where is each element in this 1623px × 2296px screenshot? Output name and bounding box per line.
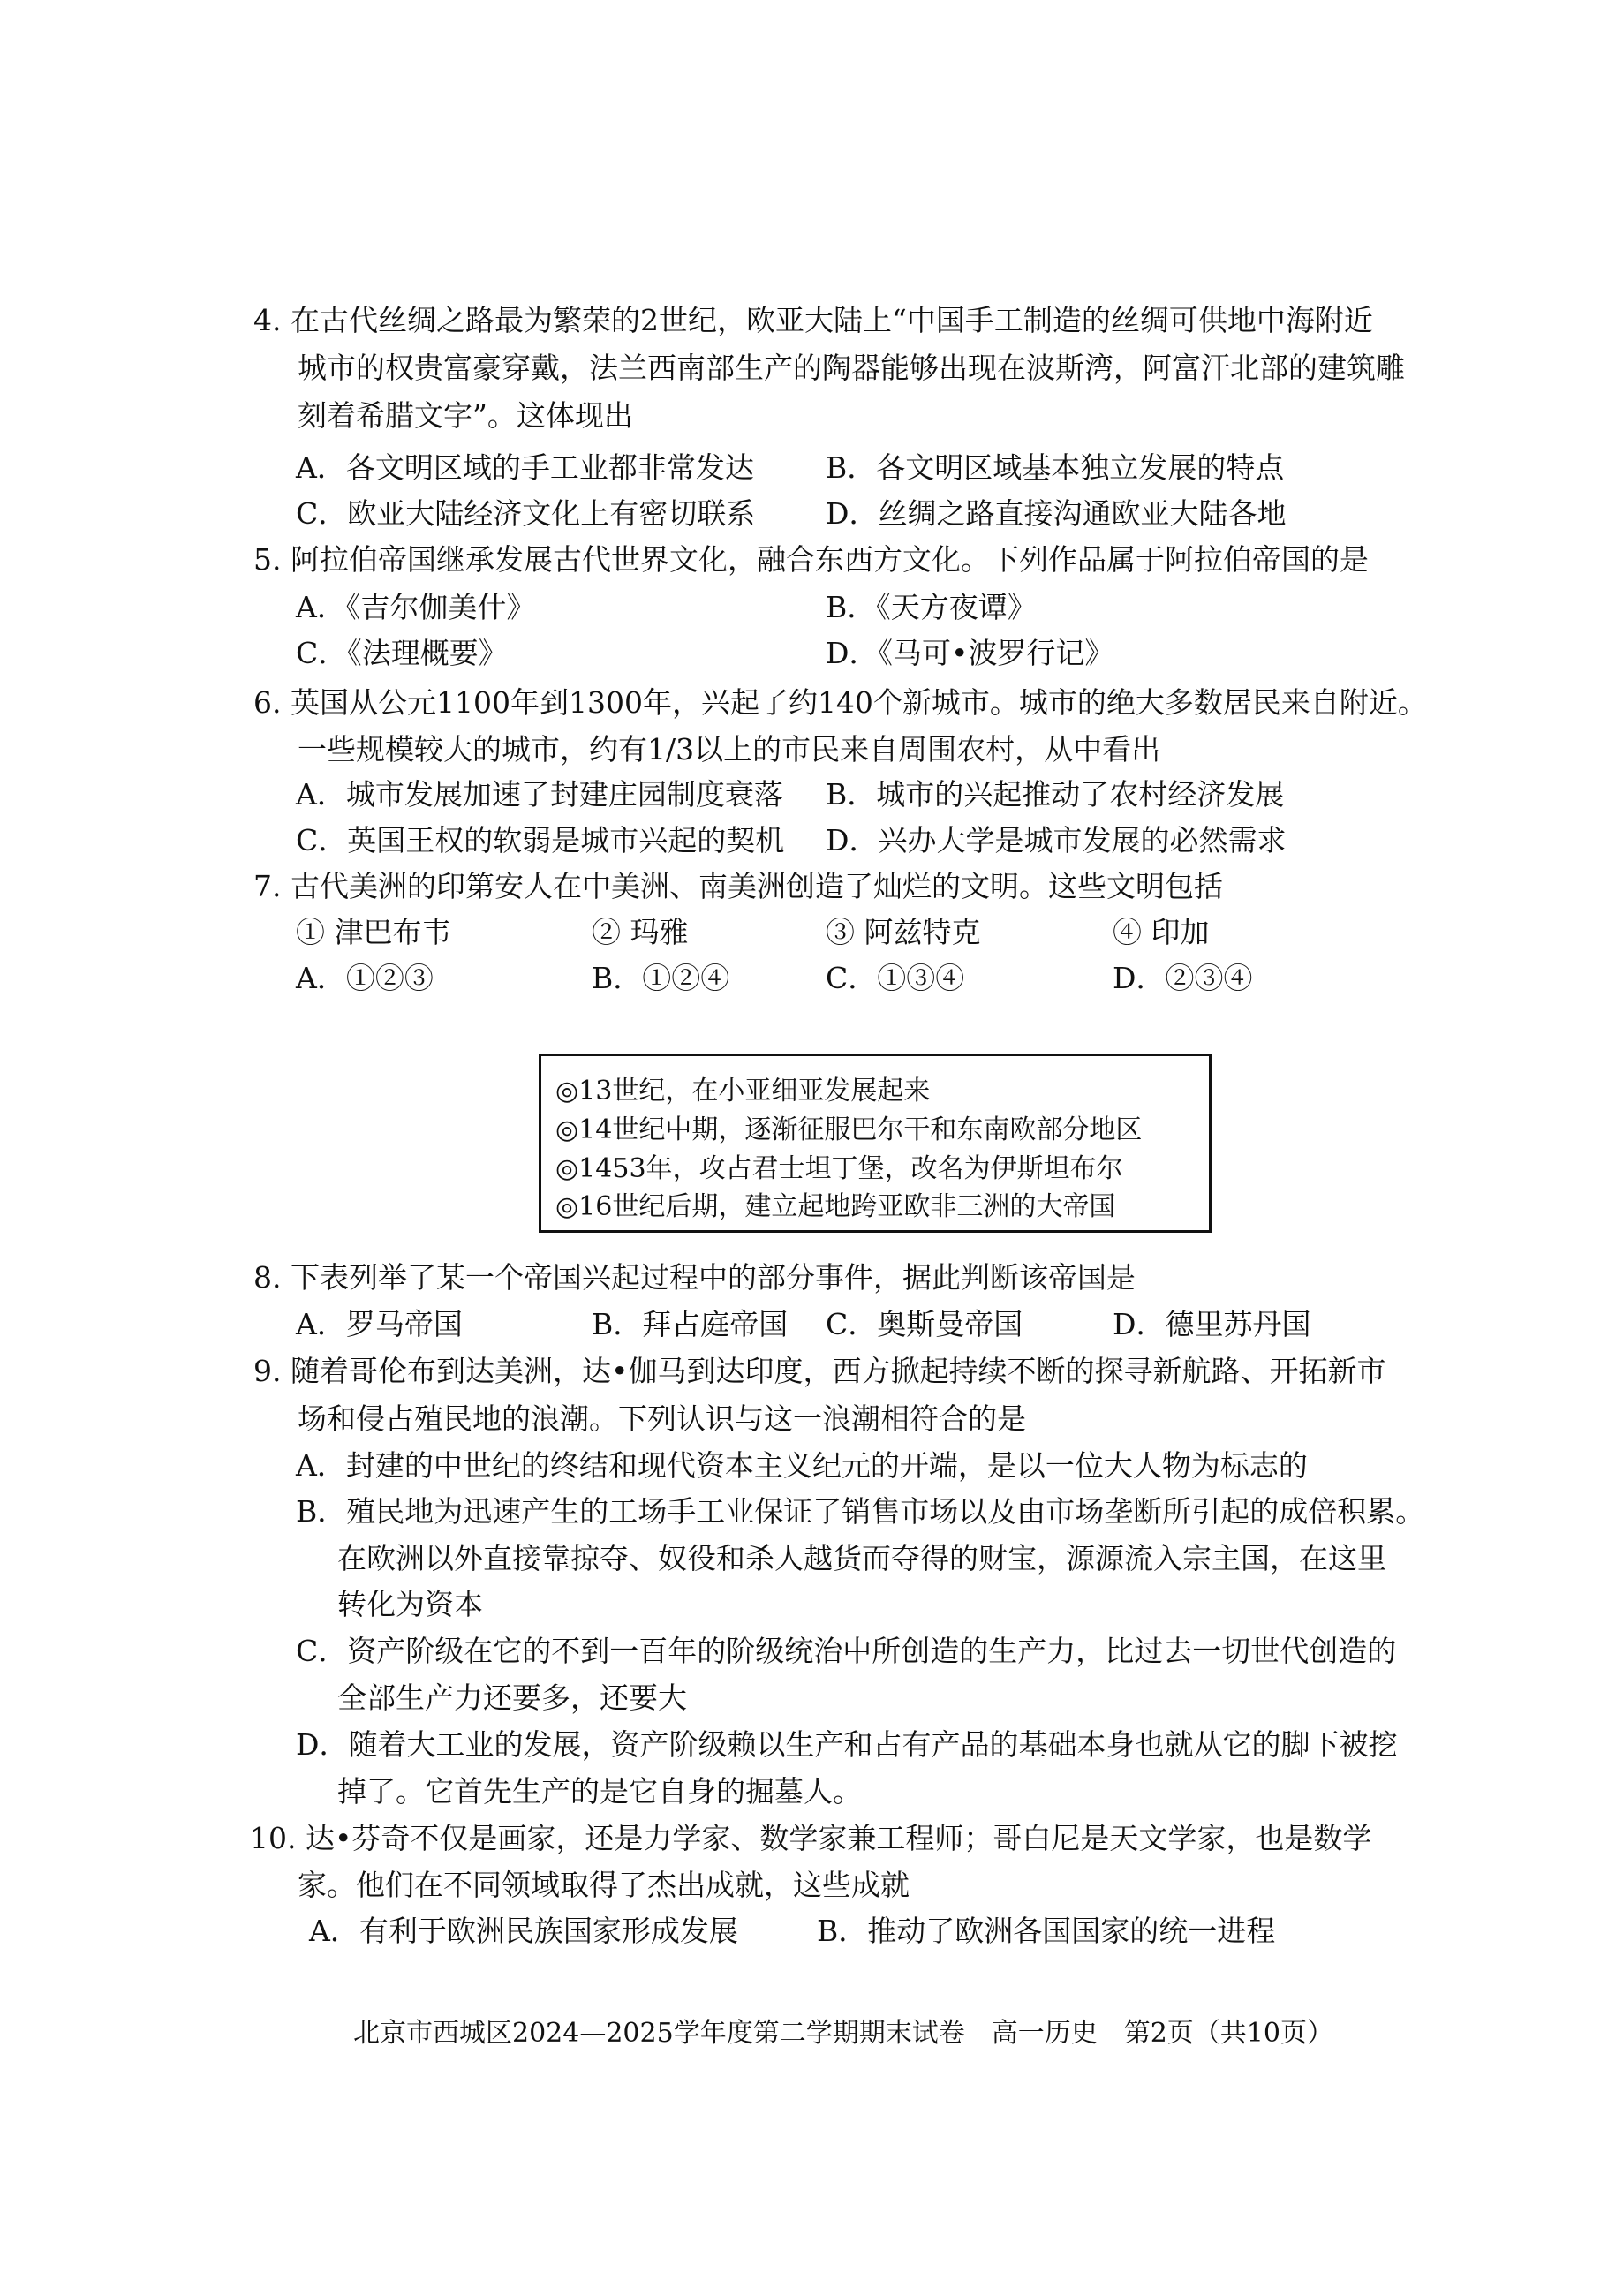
box-line-4: ◎16世纪后期，建立起地跨亚欧非三洲的大帝国 xyxy=(555,1191,1116,1222)
page-footer: 北京市西城区2024—2025学年度第二学期期末试卷 高一历史 第2页（共10页） xyxy=(353,2018,1333,2049)
q6-option-c: C．英国王权的软弱是城市兴起的契机 xyxy=(296,823,785,857)
box-line-2: ◎14世纪中期，逐渐征服巴尔干和东南欧部分地区 xyxy=(555,1114,1143,1145)
event-table-box xyxy=(539,1054,1212,1233)
q8-option-d: D．德里苏丹国 xyxy=(1113,1307,1311,1341)
q9-option-c-line1: C．资产阶级在它的不到一百年的阶级统治中所创造的生产力，比过去一切世代创造的 xyxy=(296,1634,1397,1668)
q4-option-a: A．各文明区域的手工业都非常发达 xyxy=(296,450,754,485)
q10-option-b: B．推动了欧洲各国国家的统一进程 xyxy=(817,1914,1276,1948)
q7-item-2: ② 玛雅 xyxy=(592,915,689,949)
q6-option-d: D．兴办大学是城市发展的必然需求 xyxy=(826,823,1287,857)
q7-item-4: ④ 印加 xyxy=(1113,915,1210,949)
q8-option-a: A．罗马帝国 xyxy=(296,1307,463,1341)
q7-option-c: C．①③④ xyxy=(826,961,965,995)
q10-option-a: A．有利于欧洲民族国家形成发展 xyxy=(309,1914,738,1948)
q6-stem-line1: 6. 英国从公元1100年到1300年，兴起了约140个新城市。城市的绝大多数居民来自附近。 xyxy=(253,685,1427,720)
q4-option-d: D．丝绸之路直接沟通欧亚大陆各地 xyxy=(826,496,1287,531)
q5-option-a: A．《吉尔伽美什》 xyxy=(296,590,536,624)
box-line-1: ◎13世纪，在小亚细亚发展起来 xyxy=(555,1076,931,1106)
q9-option-d-line2: 掉了。它首先生产的是它自身的掘墓人。 xyxy=(337,1774,862,1809)
q7-option-d: D．②③④ xyxy=(1113,961,1253,995)
q8-option-c: C．奥斯曼帝国 xyxy=(826,1307,1023,1341)
q6-option-b: B．城市的兴起推动了农村经济发展 xyxy=(826,777,1285,812)
q4-option-c: C．欧亚大陆经济文化上有密切联系 xyxy=(296,496,756,531)
q7-item-1: ① 津巴布韦 xyxy=(296,915,451,949)
q9-option-b-line1: B．殖民地为迅速产生的工场手工业保证了销售市场以及由市场垄断所引起的成倍积累。 xyxy=(296,1494,1425,1529)
q9-option-a: A．封建的中世纪的终结和现代资本主义纪元的开端，是以一位大人物为标志的 xyxy=(296,1448,1308,1483)
q6-stem-line2: 一些规模较大的城市，约有1/3以上的市民来自周围农村，从中看出 xyxy=(298,732,1161,767)
q4-stem-line2: 城市的权贵富豪穿戴，法兰西南部生产的陶器能够出现在波斯湾，阿富汗北部的建筑雕 xyxy=(298,351,1405,385)
q5-option-d: D．《马可•波罗行记》 xyxy=(826,636,1114,670)
q10-stem-line1: 10. 达•芬奇不仅是画家，还是力学家、数学家兼工程师；哥白尼是天文学家，也是数学 xyxy=(250,1821,1372,1855)
q9-stem-line2: 场和侵占殖民地的浪潮。下列认识与这一浪潮相符合的是 xyxy=(298,1401,1026,1436)
q4-stem-line3: 刻着希腊文字”。这体现出 xyxy=(298,398,633,433)
q4-stem-line1: 4. 在古代丝绸之路最为繁荣的2世纪，欧亚大陆上“中国手工制造的丝绸可供地中海附近 xyxy=(253,303,1373,337)
q7-option-b: B．①②④ xyxy=(592,961,730,995)
box-line-3: ◎1453年，攻占君士坦丁堡，改名为伊斯坦布尔 xyxy=(555,1153,1123,1184)
q5-stem: 5. 阿拉伯帝国继承发展古代世界文化，融合东西方文化。下列作品属于阿拉伯帝国的是 xyxy=(253,542,1369,577)
q7-stem: 7. 古代美洲的印第安人在中美洲、南美洲创造了灿烂的文明。这些文明包括 xyxy=(253,869,1223,903)
q4-option-b: B．各文明区域基本独立发展的特点 xyxy=(826,450,1285,485)
q5-option-c: C．《法理概要》 xyxy=(296,636,508,670)
q6-option-a: A．城市发展加速了封建庄园制度衰落 xyxy=(296,777,783,812)
q9-option-b-line3: 转化为资本 xyxy=(337,1587,483,1621)
q9-option-b-line2: 在欧洲以外直接靠掠夺、奴役和杀人越货而夺得的财宝，源源流入宗主国，在这里 xyxy=(337,1541,1386,1575)
q5-option-b: B．《天方夜谭》 xyxy=(826,590,1037,624)
q7-item-3: ③ 阿兹特克 xyxy=(826,915,981,949)
q9-option-c-line2: 全部生产力还要多，还要大 xyxy=(337,1680,687,1715)
q8-option-b: B．拜占庭帝国 xyxy=(592,1307,789,1341)
q9-option-d-line1: D．随着大工业的发展，资产阶级赖以生产和占有产品的基础本身也就从它的脚下被挖 xyxy=(296,1727,1398,1762)
q9-stem-line1: 9. 随着哥伦布到达美洲，达•伽马到达印度，西方掀起持续不断的探寻新航路、开拓新市 xyxy=(253,1354,1386,1388)
q8-stem: 8. 下表列举了某一个帝国兴起过程中的部分事件，据此判断该帝国是 xyxy=(253,1260,1136,1295)
q7-option-a: A．①②③ xyxy=(296,961,434,995)
q10-stem-line2: 家。他们在不同领域取得了杰出成就，这些成就 xyxy=(298,1868,910,1902)
